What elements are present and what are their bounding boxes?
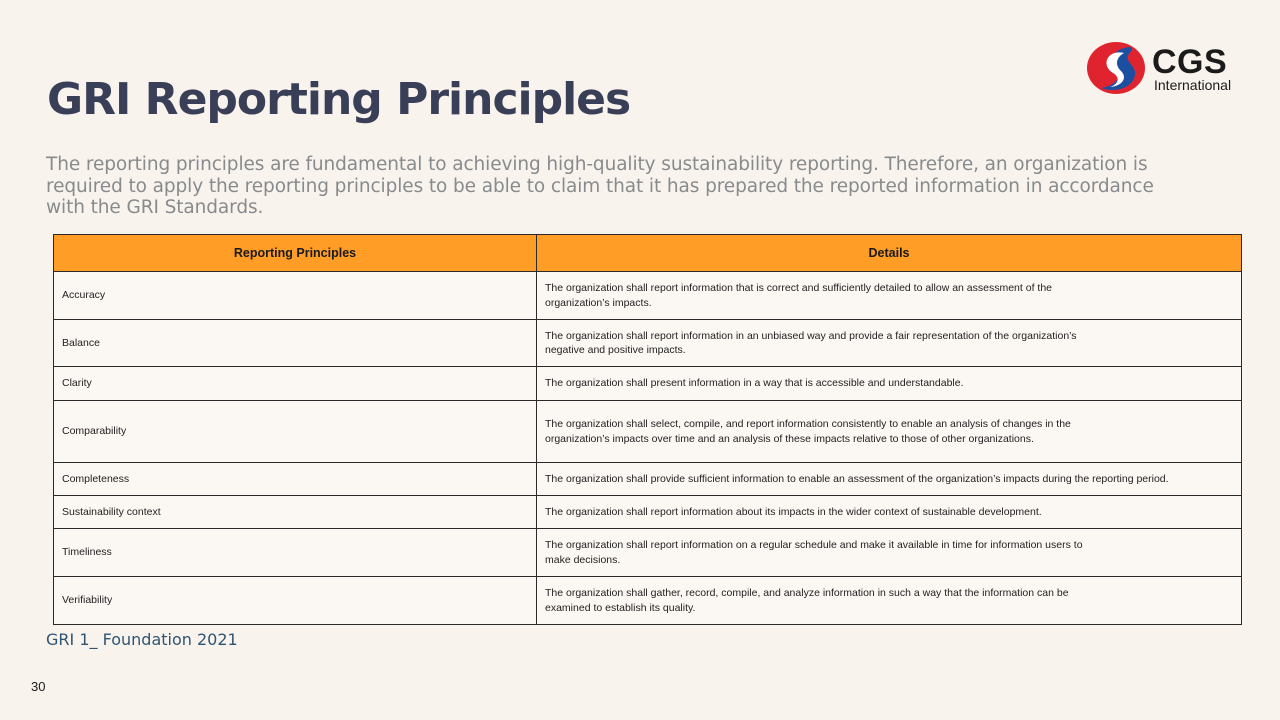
detail-text: The organization shall provide sufficient information to enable an assessment of the organization’s impacts during the reporting period.: [545, 472, 1169, 485]
cgs-logo: [1086, 40, 1246, 96]
table-row: [54, 529, 1242, 577]
table-row: [54, 401, 1242, 463]
detail-text: The organization shall report information about its impacts in the wider context of sustainable development.: [545, 505, 1042, 518]
detail-text: The organization shall report information that is correct and sufficiently detailed to allow an assessment of the organization’s impacts.: [545, 282, 1052, 309]
table-row: [54, 577, 1242, 625]
detail-cell: [537, 529, 1242, 577]
source-citation: GRI 1_ Foundation 2021: [46, 630, 238, 649]
principle-cell: Verifiability: [54, 577, 537, 625]
principle-cell: Timeliness: [54, 529, 537, 577]
detail-text: The organization shall report information in an unbiased way and provide a fair representation of the organization’s negative and positive impacts.: [545, 329, 1077, 356]
detail-text: The organization shall gather, record, compile, and analyze information in such a way that the information can be examined to establish its quality.: [545, 587, 1069, 614]
header-details: Details: [537, 235, 1242, 272]
detail-cell: [537, 272, 1242, 320]
detail-cell: [537, 401, 1242, 463]
detail-text: The organization shall present information in a way that is accessible and understandable.: [545, 377, 964, 390]
detail-text: The organization shall report information on a regular schedule and make it available in time for information users to make decisions.: [545, 539, 1083, 566]
table-row: [54, 272, 1242, 320]
principle-cell: Balance: [54, 320, 537, 367]
header-reporting-principles: Reporting Principles: [54, 235, 537, 272]
detail-text: The organization shall select, compile, and report information consistently to enable an analysis of changes in the organization’s impacts over time and an analysis of these impacts relative to those of other organizations.: [545, 418, 1071, 445]
table-row: [54, 320, 1242, 367]
intro-paragraph: The reporting principles are fundamental to achieving high-quality sustainability reporting. Therefore, an organization is required to apply the reporting principles to be able to claim that it has prepared the reported information in accordance with the GRI Standards.: [46, 154, 1154, 218]
detail-cell: [537, 463, 1242, 496]
principles-table: [53, 234, 1242, 625]
page-number: 30: [31, 679, 46, 694]
detail-cell: [537, 577, 1242, 625]
table-row: [54, 367, 1242, 401]
principle-cell: Sustainability context: [54, 496, 537, 529]
principle-cell: Accuracy: [54, 272, 537, 320]
logo-subtitle: International: [1154, 77, 1232, 93]
principle-cell: Completeness: [54, 463, 537, 496]
table-row: [54, 496, 1242, 529]
table-header-row: [54, 235, 1242, 272]
detail-cell: [537, 320, 1242, 367]
detail-cell: [537, 367, 1242, 401]
cgs-swirl-icon: [1086, 40, 1148, 96]
detail-cell: [537, 496, 1242, 529]
principle-cell: Comparability: [54, 401, 537, 463]
logo-name: CGS: [1152, 43, 1228, 81]
page-title: GRI Reporting Principles: [47, 74, 631, 125]
table-row: [54, 463, 1242, 496]
principle-cell: Clarity: [54, 367, 537, 401]
